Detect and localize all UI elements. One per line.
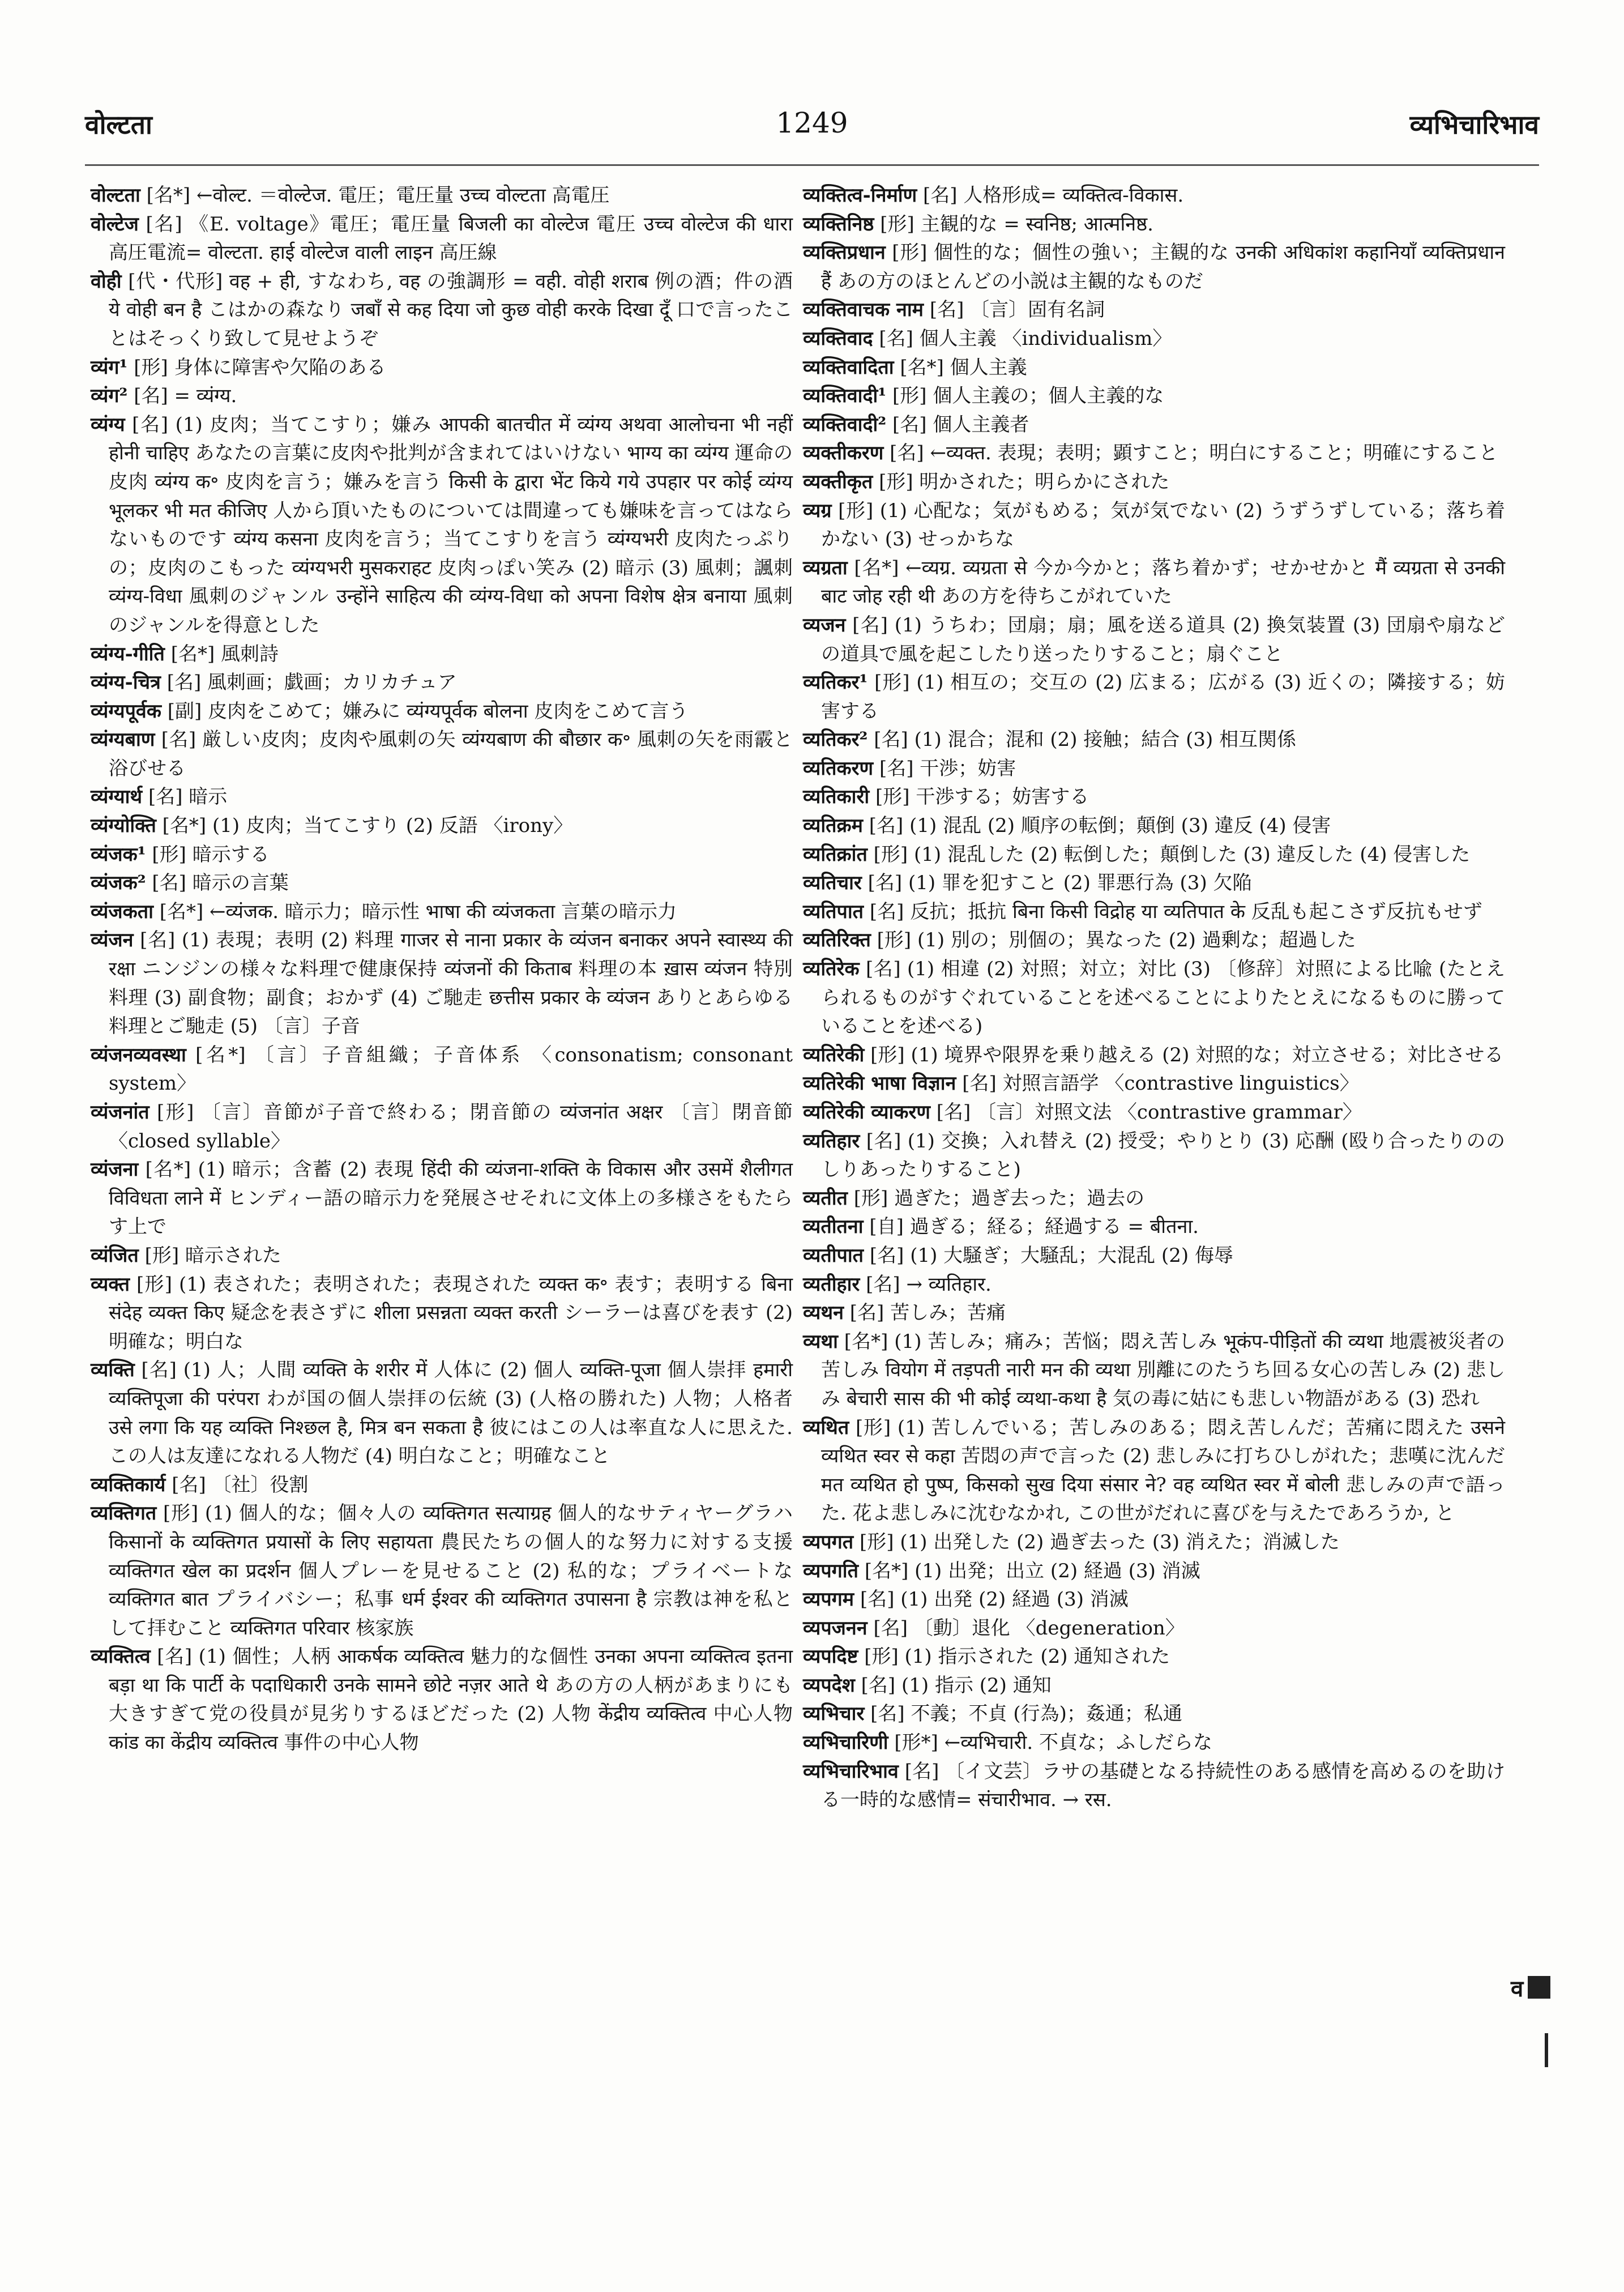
dictionary-entry: [91, 697, 793, 726]
dictionary-entry: [803, 238, 1505, 296]
entry-definition: [名*] ←व्यग्र. व्यग्रता से 今か今かと；落ち着かず；せかせかと मैं व्यग्रता से उनकी बाट जोह रही थी あの方を待ちこがれていた: [821, 556, 1506, 608]
dictionary-entry: [803, 840, 1505, 869]
dictionary-entry: [803, 869, 1505, 898]
entry-definition: [形] 個性的な；個性の強い；主観的な उनकी अधिकांश कहानियाँ व्यक्तिप्रधान हैं あの方のほとんどの小説は主観的なものだ: [821, 241, 1505, 293]
dictionary-entry: [91, 812, 793, 840]
entry-headword: व्यक्तिवादिता: [803, 356, 894, 379]
entry-headword: व्यक्तीकृत: [803, 470, 873, 493]
entry-definition: [形] 暗示する: [152, 843, 270, 866]
header-left-guide-word: वोल्टता: [85, 109, 152, 140]
entry-headword: व्यतिक्रांत: [803, 843, 867, 866]
dictionary-entry: [803, 1127, 1505, 1184]
entry-headword: वोही: [91, 270, 122, 293]
entry-headword: व्यंजना: [91, 1158, 139, 1181]
entry-definition: [名] 〔言〕対照文法 〈contrastive grammar〉: [936, 1101, 1362, 1124]
dictionary-entry: [803, 1299, 1505, 1328]
entry-headword: व्यपगत: [803, 1530, 854, 1553]
entry-definition: [形] 〔言〕音節が子音で終わる；閉音節の व्यंजनांत अक्षर 〔言〕閉音節 〈closed syllable〉: [109, 1101, 793, 1153]
entry-headword: व्यंजक¹: [91, 843, 146, 866]
entry-headword: व्यतिरेकी: [803, 1043, 865, 1066]
dictionary-entry: [91, 267, 793, 353]
entry-definition: [名] (1) 混乱 (2) 順序の転倒；顛倒 (3) 違反 (4) 侵害: [869, 814, 1331, 838]
dictionary-entry: [803, 353, 1505, 382]
dictionary-entry: [91, 1241, 793, 1270]
entry-definition: [名*] 風刺詩: [170, 642, 279, 665]
entry-headword: व्यथित: [803, 1416, 849, 1439]
entry-definition: [名*] (1) 皮肉；当てこすり (2) 反語 〈irony〉: [162, 814, 573, 838]
entry-definition: [名] 不義；不貞 (行為)；姦通；私通: [870, 1702, 1182, 1726]
entry-definition: [名] 《E. voltage》電圧；電圧量 बिजली का वोल्टेज 電圧 उच्च वोल्टेज की धारा 高圧電流= वोल्टता. हाई वोल्टेज वाली लाइन 高圧線: [109, 212, 793, 264]
entry-definition: [名] (1) 指示 (2) 通知: [861, 1674, 1052, 1697]
dictionary-entry: [803, 210, 1505, 239]
dictionary-entry: [803, 754, 1505, 783]
entry-headword: व्यक्तित्व-निर्माण: [803, 184, 917, 207]
entry-headword: व्यक्तिवादी²: [803, 413, 887, 436]
entry-headword: व्यथा: [803, 1330, 838, 1353]
right-column: [803, 181, 1505, 1815]
entry-headword: व्यंजित: [91, 1244, 139, 1267]
entry-headword: व्यतिकर²: [803, 728, 868, 752]
margin-mark: [1545, 2033, 1548, 2067]
dictionary-entry: [91, 1041, 793, 1098]
dictionary-entry: [803, 439, 1505, 468]
entry-headword: व्यक्तिनिष्ठ: [803, 212, 874, 236]
entry-headword: व्यंग¹: [91, 356, 128, 379]
dictionary-entry: [91, 1270, 793, 1356]
entry-definition: [名] (1) 罪を犯すこと (2) 罪悪行為 (3) 欠陥: [867, 872, 1252, 895]
thumb-index-letter: व: [1511, 1975, 1524, 2002]
entry-definition: [名] → व्यतिहार.: [866, 1273, 992, 1296]
entry-headword: व्यतिरेकी व्याकरण: [803, 1101, 930, 1124]
entry-headword: व्यतिपात: [803, 900, 864, 923]
entry-headword: व्यग्रता: [803, 556, 848, 579]
dictionary-entry: [91, 668, 793, 697]
dictionary-entry: [803, 1069, 1505, 1098]
entry-headword: व्यतिरिक्त: [803, 929, 871, 952]
entry-definition: [形] 暗示された: [144, 1244, 281, 1267]
entry-headword: व्यतिरेक: [803, 958, 860, 981]
entry-definition: [形] (1) 出発した (2) 過ぎ去った (3) 消えた；消滅した: [860, 1530, 1340, 1553]
header-rule: [85, 164, 1539, 166]
dictionary-entry: [803, 783, 1505, 812]
entry-headword: व्यभिचारिणी: [803, 1731, 888, 1755]
entry-definition: [名*] ←व्यंजक. 暗示力；暗示性 भाषा की व्यंजकता 言葉の暗示力: [159, 900, 677, 923]
dictionary-entry: [91, 210, 793, 267]
dictionary-entry: [91, 640, 793, 669]
entry-definition: [代・代形] वह + ही, すなわち, वह の強調形 = वही. वोही शराब 例の酒；件の酒 ये वोही बन है こはかの森なり जबाँ से कह दिया जो कुछ वोही करके दिखा दूँ 口で言ったことはそっくり致して見せようぞ: [109, 270, 793, 350]
entry-headword: व्यतिहार: [803, 1129, 860, 1153]
entry-definition: [形] 明かされた；明らかにされた: [879, 470, 1170, 493]
entry-definition: [形] (1) 表された；表明された；表現された व्यक्त क॰ 表す；表明する बिना संदेह व्यक्त किए 疑念を表さずに शीला प्रसन्नता व्यक्त करती シーラーは喜びを表す (2) 明確な；明白な: [109, 1273, 793, 1353]
entry-definition: [名] ←व्यक्त. 表現；表明；顕すこと；明白にすること；明確にすること: [890, 442, 1498, 465]
dictionary-entry: [803, 668, 1505, 725]
dictionary-entry: [91, 1499, 793, 1642]
dictionary-entry: [803, 497, 1505, 554]
entry-definition: [名] 暗示: [148, 786, 228, 809]
entry-headword: वोल्टेज: [91, 212, 139, 236]
entry-definition: [名] (1) 混合；混和 (2) 接触；結合 (3) 相互関係: [874, 728, 1297, 752]
entry-headword: व्यंग्य: [91, 413, 125, 436]
dictionary-entry: [803, 1642, 1505, 1671]
entry-definition: [名] 苦しみ；苦痛: [849, 1301, 1006, 1325]
dictionary-entry: [803, 1728, 1505, 1757]
entry-headword: व्यक्तिवादी¹: [803, 385, 887, 408]
entry-headword: व्यतीत: [803, 1186, 848, 1210]
dictionary-entry: [803, 1585, 1505, 1614]
dictionary-entry: [803, 554, 1505, 611]
dictionary-entry: [803, 1614, 1505, 1643]
dictionary-entry: [803, 296, 1505, 325]
dictionary-entry: [91, 353, 793, 382]
header-right-guide-word: व्यभिचारिभाव: [1409, 109, 1539, 140]
entry-definition: [形] (1) 別の；別個の；異なった (2) 過剰な；超過した: [877, 929, 1356, 952]
dictionary-entry: [803, 1184, 1505, 1213]
entry-headword: व्यतीहार: [803, 1273, 860, 1296]
entry-headword: व्यजन: [803, 613, 846, 637]
entry-headword: व्यंग्यपूर्वक: [91, 699, 161, 723]
entry-definition: [形] (1) 指示された (2) 通知された: [864, 1645, 1170, 1668]
entry-definition: [形*] ←व्यभिचारी. 不貞な；ふしだらな: [894, 1731, 1212, 1755]
entry-definition: [自] 過ぎる；経る；経過する = बीतना.: [869, 1215, 1199, 1239]
entry-headword: व्यक्त: [91, 1273, 130, 1296]
entry-definition: [形] (1) 苦しんでいる；苦しみのある；悶え苦しんだ；苦痛に悶えた उसने व्यथित स्वर से कहा 苦悶の声で言った (2) 悲しみに打ちひしがれた；悲嘆に沈んだ मत व्यथित हो पुष्प, किसको सुख दिया संसार ने? वह व्यथित स्वर में बोली 悲しみの声で語った. 花よ悲しみに沈むなかれ, この世がだれに喜びを与えたであろうか, と: [821, 1416, 1505, 1525]
entry-headword: व्यभिचारिभाव: [803, 1760, 899, 1783]
dictionary-entry: [91, 181, 793, 210]
entry-definition: [形] 身体に障害や欠陥のある: [134, 356, 386, 379]
entry-headword: व्यक्तिवाद: [803, 327, 873, 350]
entry-headword: व्यंग्यार्थ: [91, 786, 143, 809]
entry-headword: व्यग्र: [803, 499, 832, 522]
entry-definition: [名] (1) 個性；人柄 आकर्षक व्यक्तित्व 魅力的な個性 उनका अपना व्यक्तित्व इतना बड़ा था कि पार्टी के पदाधिकारी उनके सामने छोटे नज़र आते थे あの方の人柄があまりにも大きすぎて党の役員が見劣りするほどだった (2) 人物 केंद्रीय व्यक्तित्व 中心人物 कांड का केंद्रीय व्यक्तित्व 事件の中心人物: [109, 1645, 793, 1755]
thumb-index-block: [1528, 1976, 1550, 1999]
dictionary-entry: [803, 382, 1505, 411]
entry-definition: [名] (1) 大騒ぎ；大騒乱；大混乱 (2) 侮辱: [869, 1244, 1233, 1267]
entry-headword: व्यंग्योक्ति: [91, 814, 156, 838]
entry-definition: [名] (1) 交換；入れ替え (2) 授受；やりとり (3) 応酬 (殴り合ったりののしりあったりすること): [821, 1129, 1505, 1181]
entry-headword: व्यक्तिकार्य: [91, 1473, 166, 1496]
entry-definition: [名] 〔社〕役割: [172, 1473, 309, 1496]
entry-definition: [名] 対照言語学 〈contrastive linguistics〉: [962, 1072, 1359, 1095]
entry-headword: व्यपगति: [803, 1559, 858, 1582]
dictionary-entry: [803, 1414, 1505, 1528]
page-number: 1249: [776, 106, 848, 139]
dictionary-entry: [803, 611, 1505, 668]
entry-headword: व्यक्तीकरण: [803, 442, 884, 465]
entry-definition: [名] (1) 皮肉；当てこすり；嫌み आपकी बातचीत में व्यंग्य अथवा आलोचना भी नहीं होनी चाहिए あなたの言葉に皮肉や批判が含まれてはいけない भाग्य का व्यंग्य 運命の皮肉 व्यंग्य क॰ 皮肉を言う；嫌みを言う किसी के द्वारा भेंट किये गये उपहार पर कोई व्यंग्य भूलकर भी मत कीजिए 人から頂いたものについては間違っても嫌味を言ってはならないものです व्यंग्य कसना 皮肉を言う；当てこすりを言う व्यंग्यभरी 皮肉たっぷりの；皮肉のこもった व्यंग्यभरी मुसकराहट 皮肉っぽい笑み (2) 暗示 (3) 風刺；諷刺 व्यंग्य-विधा 風刺のジャンル उन्होंने साहित्य की व्यंग्य-विधा को अपना विशेष क्षेत्र बनाया 風刺のジャンルを得意とした: [109, 413, 793, 637]
entry-headword: व्यपजनन: [803, 1616, 867, 1640]
entry-definition: [名] 〔動〕退化 〈degeneration〉: [873, 1616, 1185, 1640]
dictionary-entry: [91, 783, 793, 812]
entry-definition: [副] 皮肉をこめて；嫌みに व्यंग्यपूर्वक बोलना 皮肉をこめて言う: [167, 699, 689, 723]
entry-definition: [形] 主観的な = स्वनिष्ठ; आत्मनिष्ठ.: [880, 212, 1153, 236]
entry-headword: व्यक्तित्व: [91, 1645, 151, 1668]
entry-definition: [名] = व्यंग्य.: [134, 385, 237, 408]
entry-headword: व्यंग्यबाण: [91, 728, 155, 752]
dictionary-entry: [803, 1557, 1505, 1586]
dictionary-entry: [91, 725, 793, 783]
entry-headword: व्यतीपात: [803, 1244, 864, 1267]
dictionary-entry: [803, 1241, 1505, 1270]
entry-definition: [名] 暗示の言葉: [152, 872, 289, 895]
page-header: [85, 106, 1539, 157]
entry-definition: [形] 過ぎた；過ぎ去った；過去の: [853, 1186, 1145, 1210]
entry-definition: [名*] (1) 暗示；含蓄 (2) 表現 हिंदी की व्यंजना-शक्ति के विकास और उसमें शैलीगत विविधता लाने में ヒンディー語の暗示力を発展させそれに文体上の多様さをもたらす上で: [109, 1158, 793, 1239]
entry-headword: व्यतिरेकी भाषा विज्ञान: [803, 1072, 956, 1095]
entry-definition: [名] 個人主義 〈individualism〉: [879, 327, 1172, 350]
entry-definition: [名*] 個人主義: [900, 356, 1027, 379]
entry-definition: [名] (1) 出発 (2) 経過 (3) 消滅: [860, 1588, 1129, 1611]
entry-headword: व्यभिचार: [803, 1702, 865, 1726]
entry-definition: [名] 風刺画；戯画；カリカチュア: [166, 671, 457, 694]
dictionary-entry: [803, 725, 1505, 754]
entry-definition: [名*] 〔言〕子音組織；子音体系 〈consonatism; consonant system〉: [109, 1043, 793, 1095]
entry-headword: व्यपदेश: [803, 1674, 855, 1697]
dictionary-entry: [803, 926, 1505, 955]
entry-headword: व्यपगम: [803, 1588, 854, 1611]
entry-definition: [名] 厳しい皮肉；皮肉や風刺の矢 व्यंग्यबाण की बौछार क॰ 風刺の矢を雨霰と浴びせる: [109, 728, 793, 780]
entry-definition: [名] 個人主義者: [892, 413, 1029, 436]
dictionary-entry: [803, 1700, 1505, 1728]
entry-headword: व्यतिकारी: [803, 786, 870, 809]
entry-headword: व्यंग्य-चित्र: [91, 671, 161, 694]
entry-headword: व्यंजन: [91, 929, 134, 952]
entry-headword: व्यंग²: [91, 385, 128, 408]
entry-headword: व्यंग्य-गीति: [91, 642, 165, 665]
entry-definition: [形] 個人主義の；個人主義的な: [892, 385, 1164, 408]
entry-definition: [形] (1) 個人的な；個々人の व्यक्तिगत सत्याग्रह 個人的なサティヤーグラハ किसानों के व्यक्तिगत प्रयासों के लिए सहायता 農民たちの個人的な努力に対する支援 व्यक्तिगत खेल का प्रदर्शन 個人プレーを見せること (2) 私的な；プライベートな व्यक्तिगत बात プライバシー；私事 धर्म ईश्वर की व्यक्तिगत उपासना है 宗教は神を私として拝むこと व्यक्तिगत परिवार 核家族: [109, 1502, 793, 1640]
dictionary-entry: [803, 325, 1505, 353]
dictionary-entry: [91, 898, 793, 927]
dictionary-entry: [91, 411, 793, 640]
dictionary-entry: [803, 1528, 1505, 1557]
entry-definition: [名] 〔イ文芸〕ラサの基礎となる持続性のある感情を高めるのを助ける一時的な感情= संचारीभाव. → रस.: [821, 1760, 1505, 1812]
entry-definition: [名] (1) うちわ；団扇；扇；風を送る道具 (2) 換気装置 (3) 団扇や扇などの道具で風を起こしたり送ったりすること；扇ぐこと: [821, 613, 1506, 665]
entry-headword: व्यतिक्रम: [803, 814, 863, 838]
dictionary-entry: [803, 181, 1505, 210]
entry-definition: [形] 干渉する；妨害する: [875, 786, 1089, 809]
dictionary-entry: [803, 1270, 1505, 1299]
entry-definition: [名] (1) 表現；表明 (2) 料理 गाजर से नाना प्रकार के व्यंजन बनाकर अपने स्वास्थ्य की रक्षा ニンジンの様々な料理で健康保持 व्यंजनों की किताब 料理の本 ख़ास व्यंजन 特別料理 (3) 副食物；副食；おかず (4) ご馳走 छत्तीस प्रकार के व्यंजन ありとあらゆる料理とご馳走 (5) 〔言〕子音: [109, 929, 793, 1038]
entry-definition: [名*] ←वोल्ट. ＝वोल्टेज. 電圧；電圧量 उच्च वोल्टता 高電圧: [146, 184, 610, 207]
entry-headword: व्यक्तिप्रधान: [803, 241, 886, 264]
dictionary-entry: [803, 812, 1505, 840]
entry-headword: वोल्टता: [91, 184, 140, 207]
dictionary-entry: [803, 1213, 1505, 1241]
entry-definition: [形] (1) 混乱した (2) 転倒した；顛倒した (3) 違反した (4) 侵害した: [873, 843, 1471, 866]
dictionary-entry: [803, 1328, 1505, 1414]
entry-headword: व्यक्तिगत: [91, 1502, 157, 1525]
entry-definition: [名] 人格形成= व्यक्तित्व-विकास.: [923, 184, 1184, 207]
dictionary-entry: [91, 1356, 793, 1470]
entry-headword: व्यतीतना: [803, 1215, 864, 1239]
left-column: [91, 181, 793, 1757]
entry-headword: व्यंजक²: [91, 872, 146, 895]
entry-headword: व्यंजकता: [91, 900, 153, 923]
dictionary-entry: [803, 1098, 1505, 1127]
entry-definition: [名*] (1) 出発；出立 (2) 経過 (3) 消滅: [864, 1559, 1200, 1582]
dictionary-entry: [91, 869, 793, 898]
entry-headword: व्यतिकर¹: [803, 671, 868, 694]
dictionary-entry: [91, 1098, 793, 1155]
entry-definition: [形] (1) 心配な；気がもめる；気が気でない (2) うずうずしている；落ち着かない (3) せっかちな: [821, 499, 1505, 551]
entry-headword: व्यंजनव्यवस्था: [91, 1043, 186, 1066]
entry-definition: [名] 〔言〕固有名詞: [929, 298, 1105, 322]
dictionary-entry: [91, 926, 793, 1040]
dictionary-entry: [803, 955, 1505, 1041]
dictionary-entry: [803, 468, 1505, 497]
dictionary-entry: [91, 840, 793, 869]
dictionary-entry: [91, 382, 793, 411]
entry-headword: व्यक्तिवाचक नाम: [803, 298, 924, 322]
dictionary-entry: [91, 1471, 793, 1500]
dictionary-entry: [803, 1757, 1505, 1815]
entry-headword: व्यथन: [803, 1301, 844, 1325]
dictionary-entry: [803, 411, 1505, 439]
entry-definition: [名] 干渉；妨害: [879, 757, 1016, 780]
dictionary-entry: [803, 1671, 1505, 1700]
entry-definition: [形] (1) 境界や限界を乗り越える (2) 対照的な；対立させる；対比させる: [870, 1043, 1504, 1066]
entry-headword: व्यक्ति: [91, 1359, 135, 1382]
dictionary-entry: [91, 1155, 793, 1241]
entry-headword: व्यतिकरण: [803, 757, 874, 780]
thumb-index-tab: [1511, 1970, 1573, 2005]
entry-headword: व्यतिचार: [803, 872, 862, 895]
entry-definition: [名] (1) 人；人間 व्यक्ति के शरीर में 人体に (2) 個人 व्यक्ति-पूजा 個人崇拝 हमारी व्यक्तिपूजा की परंपरा わが国の個人崇拝の伝統 (3) (人格の勝れた) 人物；人格者 उसे लगा कि यह व्यक्ति निश्छल है, मित्र बन सकता है 彼にはこの人は率直な人に思えた. この人は友達になれる人物だ (4) 明白なこと；明確なこと: [109, 1359, 793, 1468]
entry-definition: [形] (1) 相互の；交互の (2) 広まる；広がる (3) 近くの；隣接する；妨害する: [821, 671, 1506, 723]
entry-definition: [名] (1) 相違 (2) 対照；対立；対比 (3) 〔修辞〕対照による比喩 (たとえられるものがすぐれていることを述べることによりたとえになるものに勝っていることを述べる): [821, 958, 1505, 1038]
entry-definition: [名*] (1) 苦しみ；痛み；苦悩；悶え苦しみ भूकंप-पीड़ितों की व्यथा 地震被災者の苦しみ वियोग में तड़पती नारी मन की व्यथा 別離にのたうち回る女心の苦しみ (2) 悲しみ बेचारी सास की भी कोई व्यथा-कथा है 気の毒に姑にも悲しい物語がある (3) 恐れ: [821, 1330, 1505, 1410]
entry-definition: [名] 反抗；抵抗 बिना किसी विद्रोह या व्यतिपात के 反乱も起こさず反抗もせず: [869, 900, 1482, 923]
dictionary-entry: [803, 898, 1505, 927]
dictionary-entry: [91, 1642, 793, 1757]
entry-headword: व्यपदिष्ट: [803, 1645, 858, 1668]
dictionary-entry: [803, 1041, 1505, 1070]
entry-headword: व्यंजनांत: [91, 1101, 149, 1124]
